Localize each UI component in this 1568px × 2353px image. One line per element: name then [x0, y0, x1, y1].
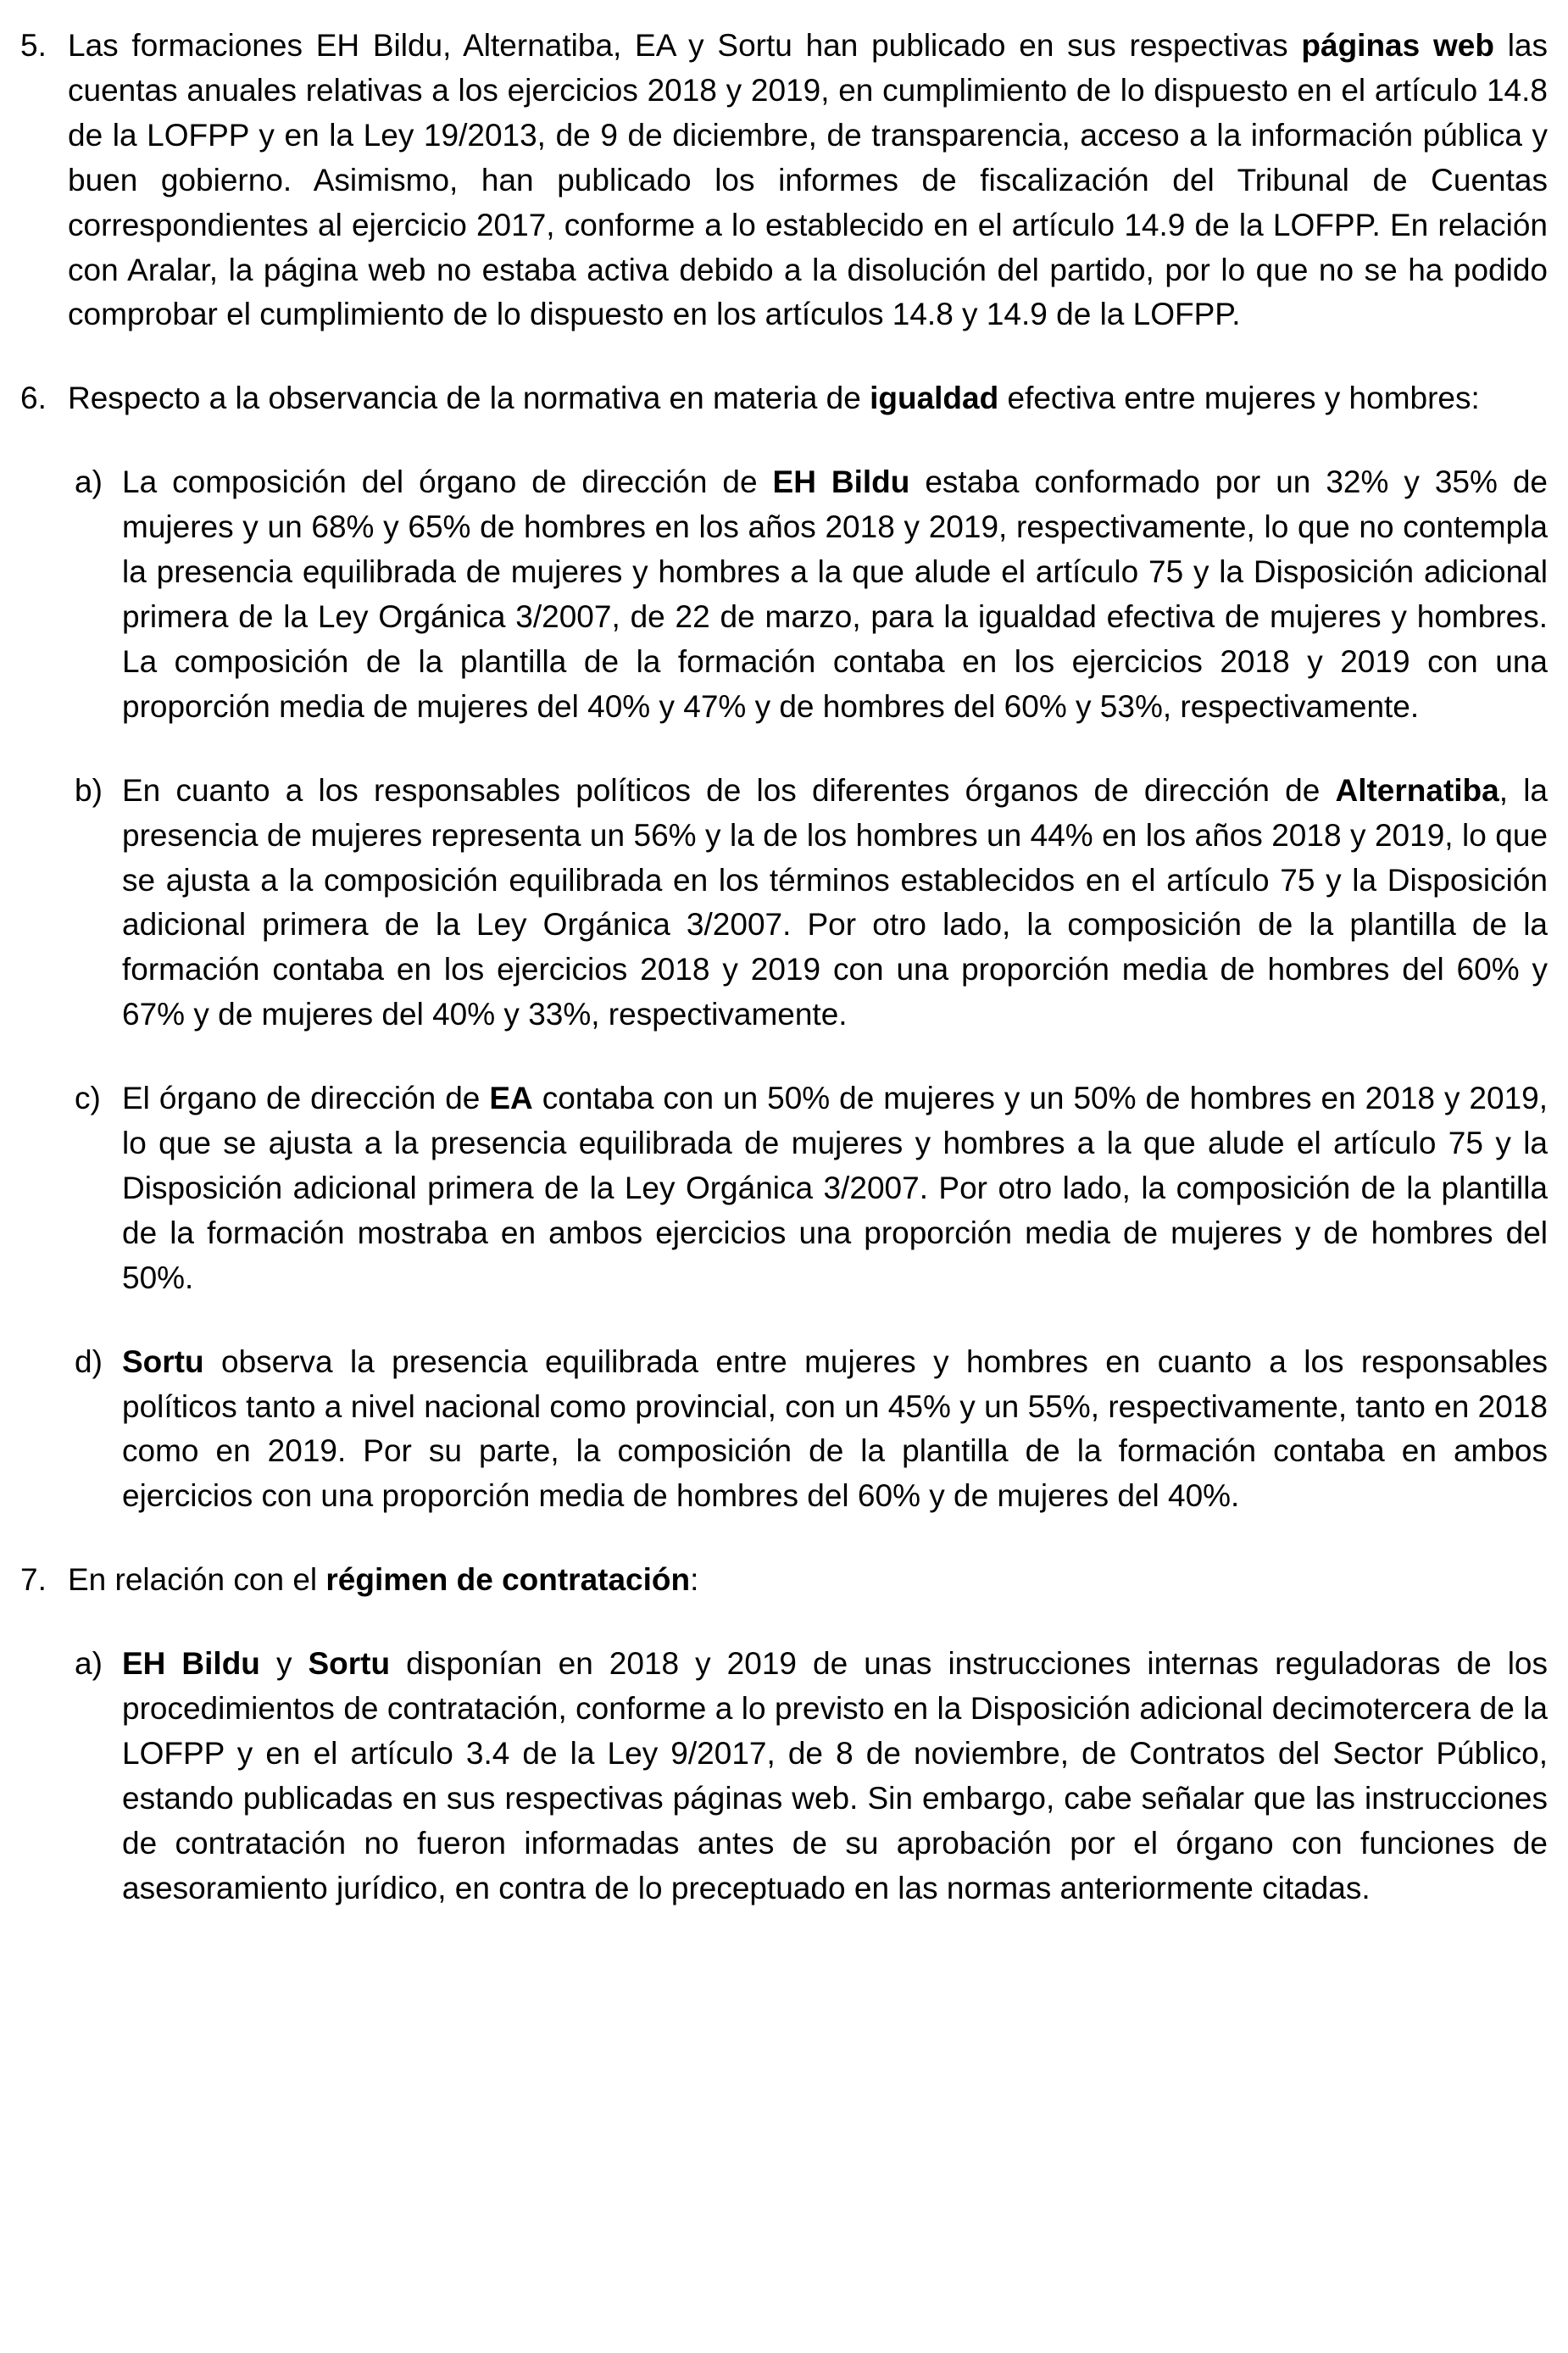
list-item-5-paragraph: Las formaciones EH Bildu, Alternatiba, EA y Sortu han publicado en sus respectivas páginas web las cuentas anuales relativas a los ejercicios 2018 y 2019, en cumplimiento de lo dispuesto en el artículo 14.8 de la LOFPP y en la Ley 19/2013, de 9 de diciembre, de transparencia, acceso a la información pública y buen gobierno. Asimismo, han publicado los informes de fiscalización del Tribunal de Cuentas correspondientes al ejercicio 2017, conforme a lo establecido en el artículo 14.9 de la LOFPP. En relación con Aralar, la página web no estaba activa debido a la disolución del partido, por lo que no se ha podido comprobar el cumplimiento de lo dispuesto en los artículos 14.8 y 14.9 de la LOFPP.	[68, 28, 1548, 332]
list-item-7a-letter: a)	[75, 1646, 103, 1682]
list-item-6d-letter: d)	[75, 1343, 103, 1379]
list-item-7a	[75, 1642, 1548, 1911]
list-item-6-number: 6.	[20, 381, 47, 416]
list-item-7-number: 7.	[20, 1562, 47, 1598]
list-item-6c	[75, 1076, 1548, 1301]
list-item-6	[20, 376, 1548, 421]
list-item-6a-paragraph: La composición del órgano de dirección de EH Bildu estaba conformado por un 32% y 35% de mujeres y un 68% y 65% de hombres en los años 2018 y 2019, respectivamente, lo que no contempla la presencia equilibrada de mujeres y hombres a la que alude el artículo 75 y la Disposición adicional primera de la Ley Orgánica 3/2007, de 22 de marzo, para la igualdad efectiva de mujeres y hombres. La composición de la plantilla de la formación contaba en los ejercicios 2018 y 2019 con una proporción media de mujeres del 40% y 47% y de hombres del 60% y 53%, respectivamente.	[122, 464, 1548, 724]
list-item-6c-letter: c)	[75, 1081, 101, 1116]
list-item-6d	[75, 1340, 1548, 1520]
list-item-6b	[75, 769, 1548, 1037]
list-item-6c-paragraph: El órgano de dirección de EA contaba con un 50% de mujeres y un 50% de hombres en 2018 y 2019, lo que se ajusta a la presencia equilibrada de mujeres y hombres a la que alude el artículo 75 y la Disposición adicional primera de la Ley Orgánica 3/2007. Por otro lado, la composición de la plantilla de la formación mostraba en ambos ejercicios una proporción media de mujeres y de hombres del 50%.	[122, 1081, 1549, 1295]
list-item-6b-letter: b)	[75, 772, 103, 808]
list-item-5	[20, 24, 1548, 337]
list-item-6d-paragraph: Sortu observa la presencia equilibrada entre mujeres y hombres en cuanto a los responsables políticos tanto a nivel nacional como provincial, con un 45% y un 55%, respectivamente, tanto en 2018 como en 2019. Por su parte, la composición de la plantilla de la formación contaba en ambos ejercicios con una proporción media de hombres del 60% y de mujeres del 40%.	[122, 1343, 1548, 1514]
list-item-6b-paragraph: En cuanto a los responsables políticos de los diferentes órganos de dirección de Alternatiba, la presencia de mujeres representa un 56% y la de los hombres un 44% en los años 2018 y 2019, lo que se ajusta a la composición equilibrada en los términos establecidos en el artículo 75 y la Disposición adicional primera de la Ley Orgánica 3/2007. Por otro lado, la composición de la plantilla de la formación contaba en los ejercicios 2018 y 2019 con una proporción media de hombres del 60% y 67% y de mujeres del 40% y 33%, respectivamente.	[122, 772, 1548, 1032]
list-item-7-paragraph: En relación con el régimen de contratación:	[68, 1562, 699, 1598]
list-item-6a	[75, 460, 1548, 729]
list-item-7	[20, 1558, 1548, 1603]
list-item-5-number: 5.	[20, 28, 47, 63]
list-item-6-paragraph: Respecto a la observancia de la normativa en materia de igualdad efectiva entre mujeres y hombres:	[68, 381, 1480, 416]
list-item-6a-letter: a)	[75, 464, 103, 500]
list-item-7a-paragraph: EH Bildu y Sortu disponían en 2018 y 2019 de unas instrucciones internas reguladoras de los procedimientos de contratación, conforme a lo previsto en la Disposición adicional decimotercera de la LOFPP y en el artículo 3.4 de la Ley 9/2017, de 8 de noviembre, de Contratos del Sector Público, estando publicadas en sus respectivas páginas web. Sin embargo, cabe señalar que las instrucciones de contratación no fueron informadas antes de su aprobación por el órgano con funciones de asesoramiento jurídico, en contra de lo preceptuado en las normas anteriormente citadas.	[122, 1646, 1548, 1905]
